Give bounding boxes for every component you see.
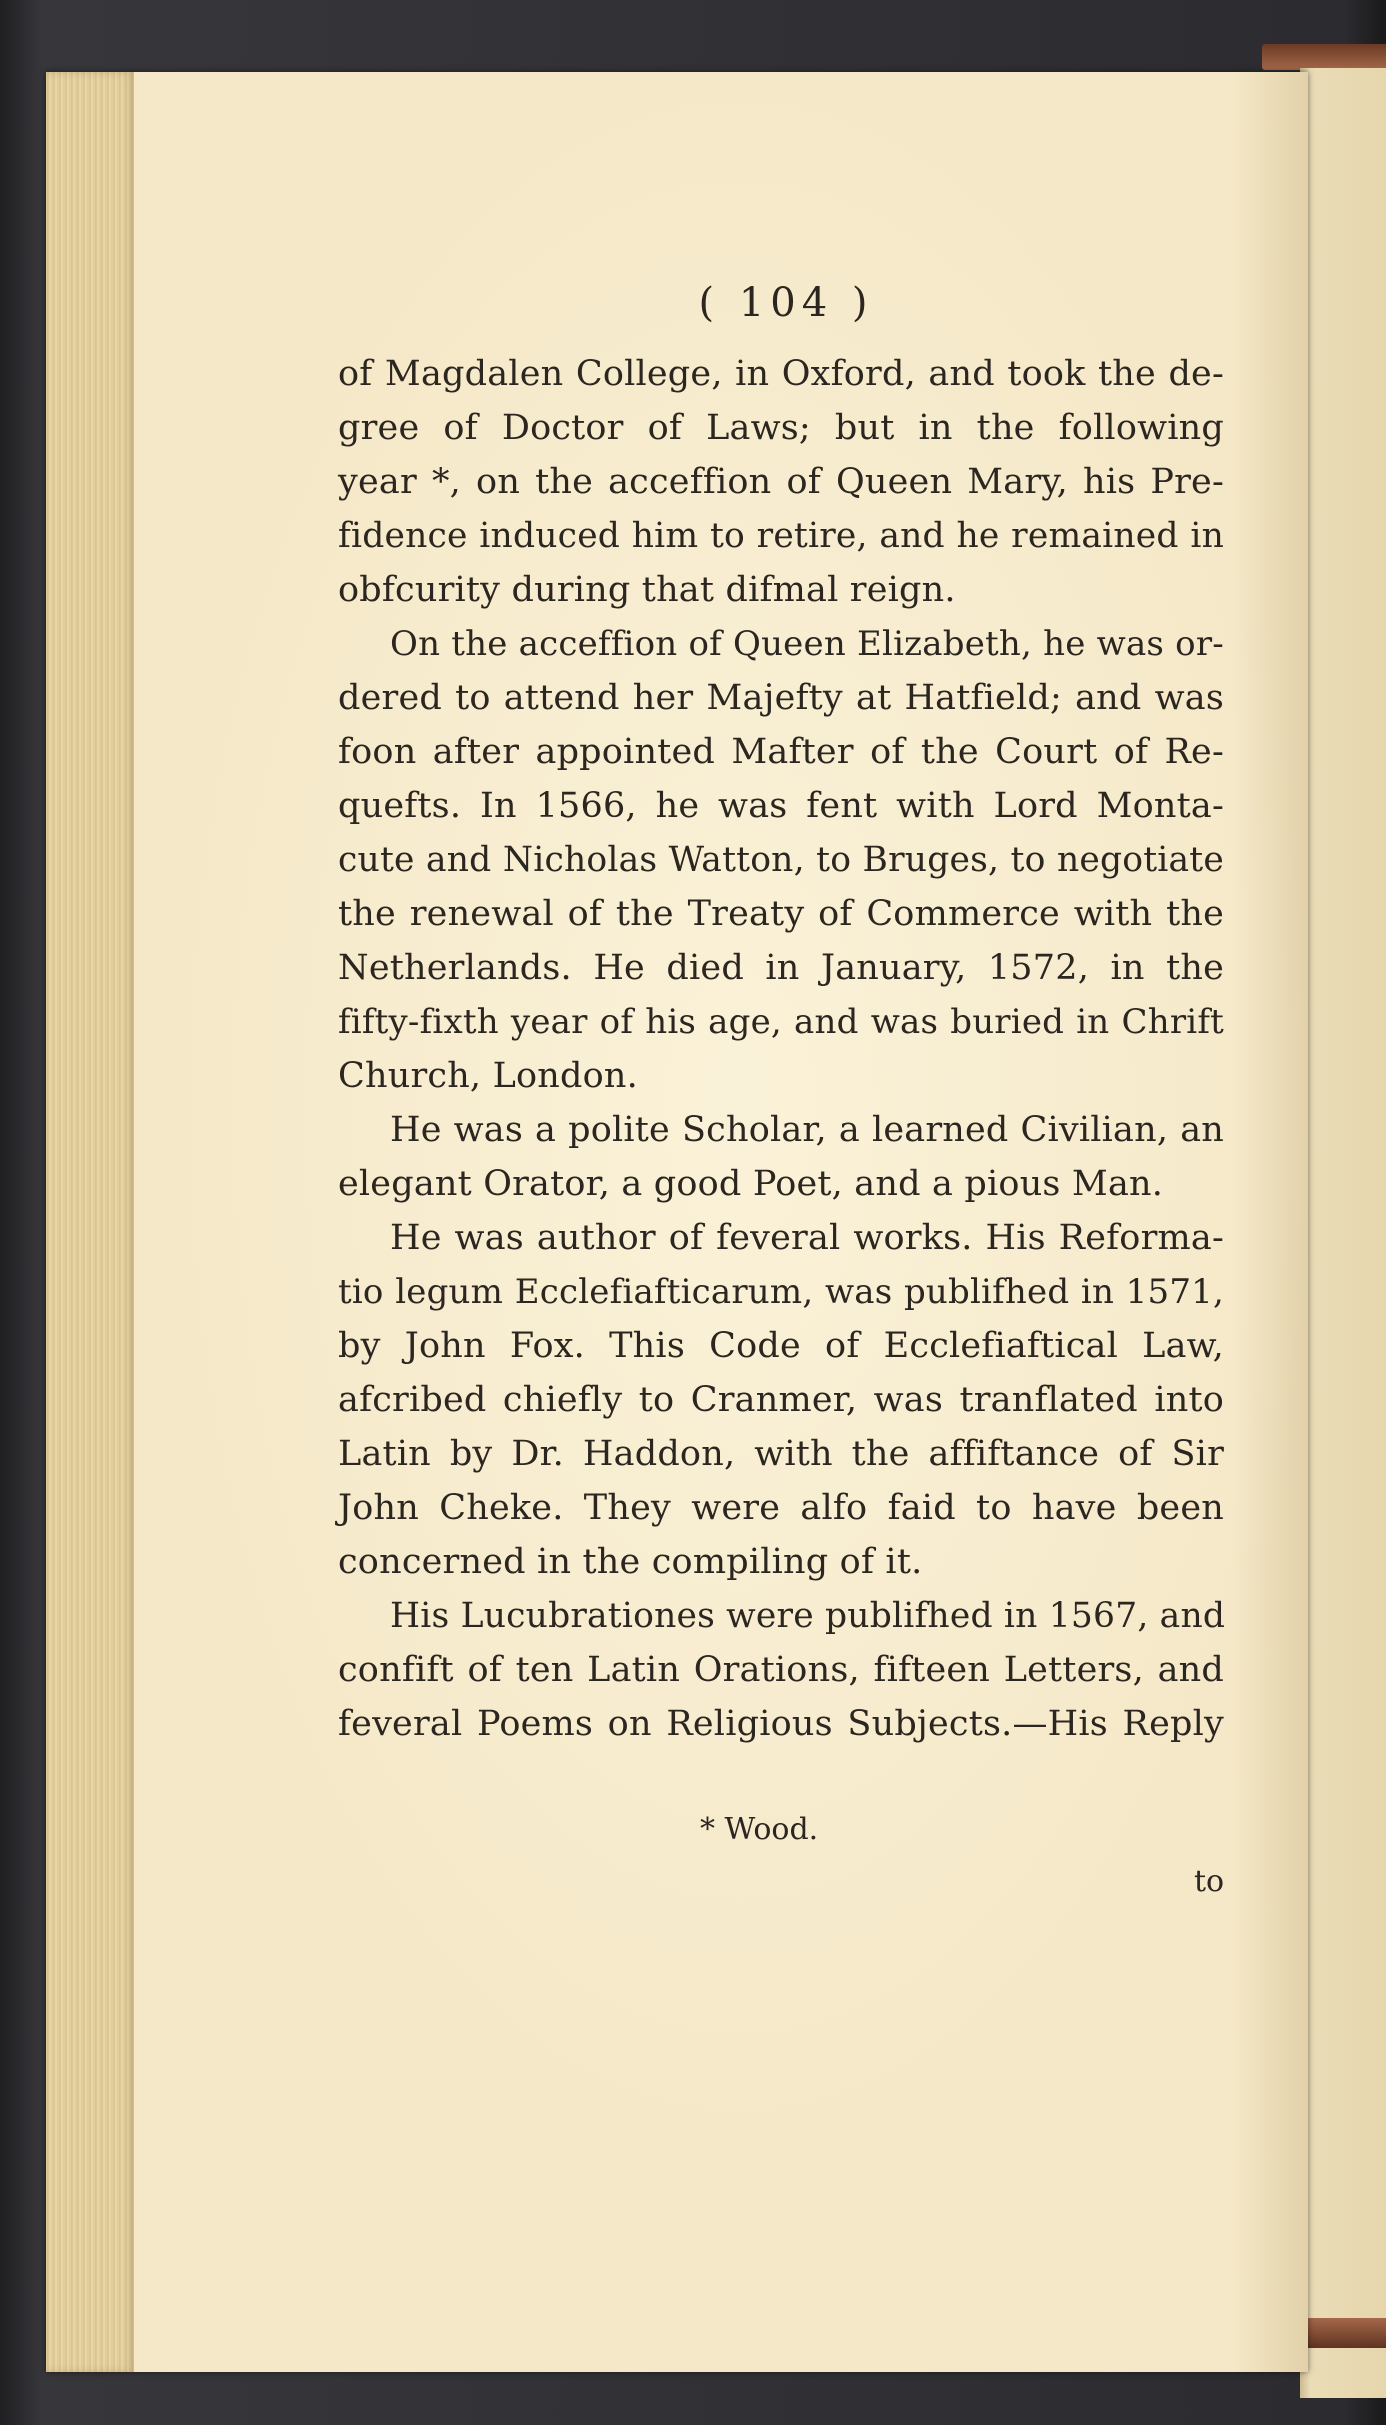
text-line: of Magdalen College, in Oxford, and took the de- <box>338 354 1224 394</box>
next-page-edge <box>1300 68 1386 2398</box>
paragraph-4 <box>338 1211 1224 1589</box>
text-line: feveral Poems on Religious Subjects.—His Reply <box>338 1704 1224 1744</box>
page-number: ( 104 ) <box>698 280 874 326</box>
text-line: gree of Doctor of Laws; but in the following <box>338 408 1224 448</box>
text-line: He was author of feveral works. His Reforma- <box>390 1218 1224 1258</box>
page-stack-edges <box>46 72 134 2372</box>
paragraph-5 <box>338 1589 1224 1751</box>
text-line: fifty-fixth year of his age, and was buried in Chrift <box>338 1002 1224 1042</box>
text-line: Netherlands. He died in January, 1572, in the <box>338 948 1224 988</box>
next-page-binding-bottom <box>1300 2318 1386 2348</box>
text-line: dered to attend her Majefty at Hatfield; and was <box>338 678 1224 718</box>
text-line: Church, London. <box>338 1056 638 1096</box>
text-line: quefts. In 1566, he was fent with Lord Monta- <box>338 786 1224 826</box>
text-line: confift of ten Latin Orations, fifteen Letters, and <box>338 1650 1224 1690</box>
page-text-block <box>338 265 1224 1751</box>
text-line: elegant Orator, a good Poet, and a pious Man. <box>338 1164 1164 1204</box>
text-line: He was a polite Scholar, a learned Civilian, an <box>390 1110 1224 1150</box>
text-line: concerned in the compiling of it. <box>338 1542 923 1582</box>
next-page-binding-top <box>1262 44 1386 70</box>
paragraph-1 <box>338 347 1224 617</box>
paragraph-3 <box>338 1103 1224 1211</box>
text-line: obfcurity during that difmal reign. <box>338 570 956 610</box>
text-line: tio legum Ecclefiafticarum, was publifhed in 1571, <box>338 1272 1224 1312</box>
text-line: by John Fox. This Code of Ecclefiaftical Law, <box>338 1326 1224 1366</box>
text-line: His Lucubrationes were publifhed in 1567, and <box>390 1596 1226 1636</box>
text-line: cute and Nicholas Watton, to Bruges, to negotiate <box>338 840 1224 880</box>
footnote: * Wood. <box>700 1812 819 1847</box>
text-line: Latin by Dr. Haddon, with the affiftance of Sir <box>338 1434 1224 1474</box>
text-line: foon after appointed Mafter of the Court of Re- <box>338 732 1224 772</box>
text-line: afcribed chiefly to Cranmer, was tranflated into <box>338 1380 1224 1420</box>
catchword: to <box>1194 1864 1225 1899</box>
text-line: year *, on the acceffion of Queen Mary, his Pre- <box>338 462 1224 502</box>
text-line: On the acceffion of Queen Elizabeth, he was or- <box>390 624 1224 664</box>
text-line: the renewal of the Treaty of Commerce with the <box>338 894 1224 934</box>
paragraph-2 <box>338 617 1224 1103</box>
text-line: John Cheke. They were alfo faid to have been <box>338 1488 1224 1528</box>
text-line: fidence induced him to retire, and he remained in <box>338 516 1224 556</box>
